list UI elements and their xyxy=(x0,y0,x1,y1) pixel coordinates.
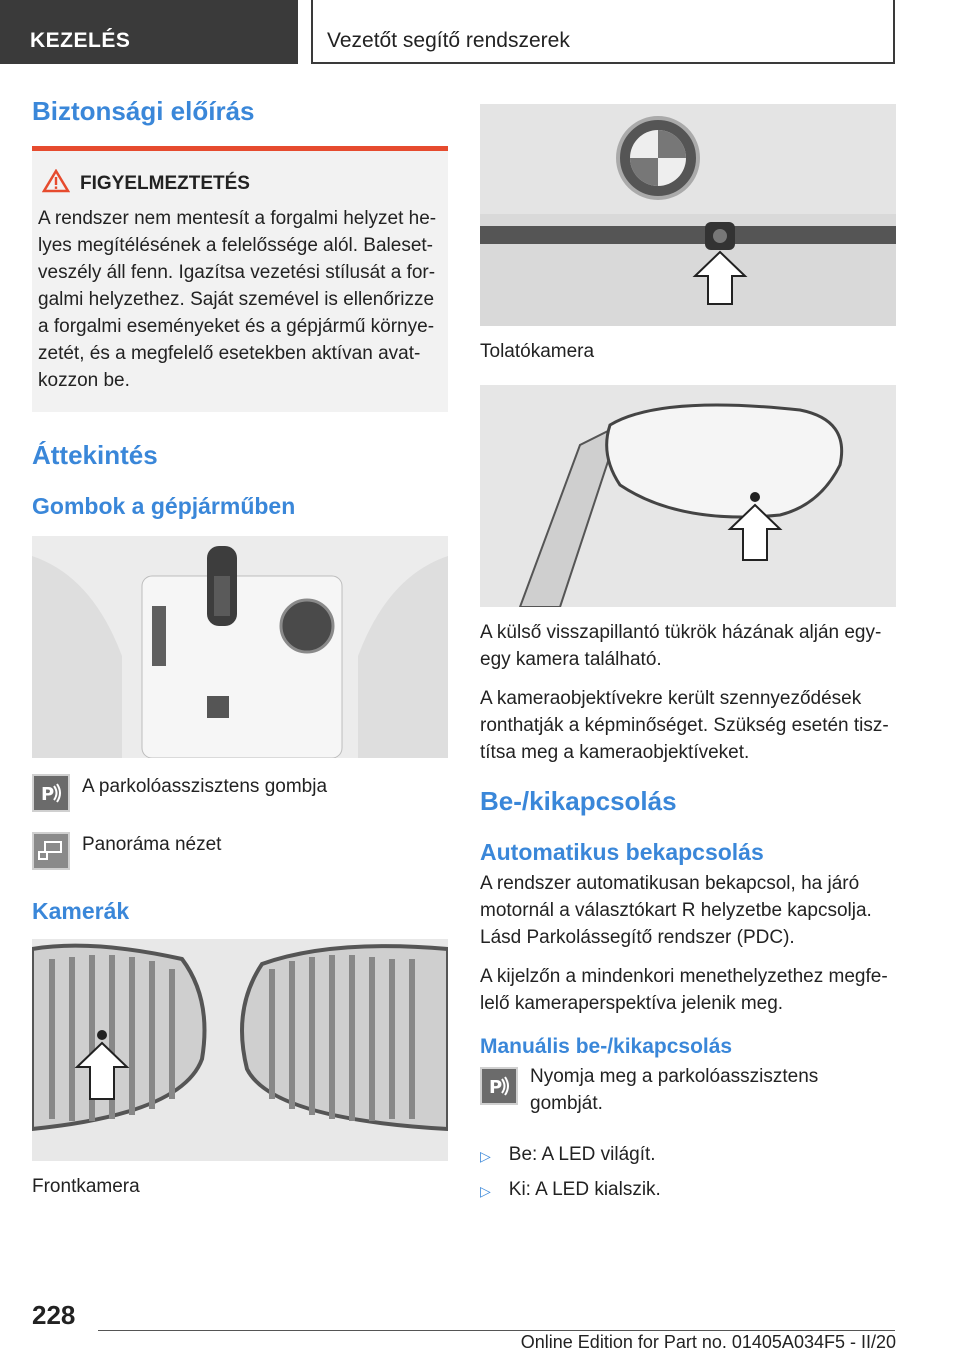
header-chapter: Vezetőt segítő rendszerek xyxy=(311,0,895,64)
auto-text-2: A kijelzőn a mindenkori menethelyzethez megfe-lelő kameraperspektíva jelenik meg. xyxy=(480,966,888,1014)
warning-text: A rendszer nem mentesít a forgalmi helyzet he-lyes megítélésének a felelőssége alól. Baleset-veszély áll fenn. Igazítsa vezetési stílusát a for-galmi helyzethez. Saját szemével is ellenőrizze a forgalmi eseményeket és a gépjármű környe-zetét, és a megfelelő esetekben aktívan avat-kozzon be. xyxy=(38,208,437,391)
right-column xyxy=(480,104,896,1205)
bullet-text: Ki: A LED kialszik. xyxy=(508,1179,661,1200)
auto-text-1: A rendszer automatikusan bekapcsol, ha járó motornál a választókart R helyzetbe kapcsolja. Lásd Parkolássegítő rendszer (PDC). xyxy=(480,873,872,948)
auto-title: Automatikus bekapcsolás xyxy=(480,839,764,865)
bullet-text: Be: A LED világít. xyxy=(508,1144,656,1165)
overview-title: Áttekintés xyxy=(32,440,158,470)
safety-title: Biztonsági előírás xyxy=(32,96,255,126)
icon-row-panorama xyxy=(32,832,448,870)
onoff-title: Be-/kikapcsolás xyxy=(480,786,677,816)
rear-camera-caption: Tolatókamera xyxy=(480,341,595,362)
warning-box xyxy=(32,146,448,412)
parking-assist-icon xyxy=(480,1067,518,1105)
dirt-text: A kameraobjektívekre került szennyeződések ronthatják a képminőséget. Szükség esetén tisz-títsa meg a kameraobjektíveket. xyxy=(480,688,889,763)
mirror-camera-caption: A külső visszapillantó tükrök házának alján egy-egy kamera található. xyxy=(480,622,882,670)
warning-heading xyxy=(42,169,440,199)
manual-text: Nyomja meg a parkolóasszisztens gombját. xyxy=(530,1066,819,1114)
footer-edition: Online Edition for Part no. 01405A034F5 - II/20 xyxy=(520,1332,896,1352)
rear-camera-image xyxy=(480,104,896,326)
panorama-view-icon xyxy=(32,832,70,870)
console-image xyxy=(32,536,448,758)
svg-text:P: P xyxy=(489,1077,503,1098)
bullet-item xyxy=(480,1141,896,1170)
bullet-item xyxy=(480,1176,896,1205)
manual-row xyxy=(480,1063,896,1117)
warning-title: FIGYELMEZTETÉS xyxy=(80,173,250,194)
warning-triangle-icon xyxy=(42,169,70,199)
manual-title: Manuális be-/kikapcsolás xyxy=(480,1035,733,1058)
buttons-title: Gombok a gépjárműben xyxy=(32,493,296,519)
front-camera-caption: Frontkamera xyxy=(32,1176,140,1197)
svg-text:P: P xyxy=(41,784,55,805)
bullet-triangle-icon: ▷ xyxy=(480,1183,491,1199)
footer-divider xyxy=(98,1330,895,1331)
icon-row-parking xyxy=(32,774,448,812)
panorama-view-label: Panoráma nézet xyxy=(82,833,222,855)
parking-assist-icon xyxy=(32,774,70,812)
mirror-camera-image xyxy=(480,385,896,607)
front-camera-image xyxy=(32,939,448,1161)
left-column xyxy=(32,96,448,1200)
bullet-triangle-icon: ▷ xyxy=(480,1148,491,1164)
cameras-title: Kamerák xyxy=(32,898,130,924)
parking-assist-label: A parkolóasszisztens gombja xyxy=(82,775,328,797)
page-number: 228 xyxy=(32,1300,76,1330)
header-section: KEZELÉS xyxy=(0,0,298,64)
